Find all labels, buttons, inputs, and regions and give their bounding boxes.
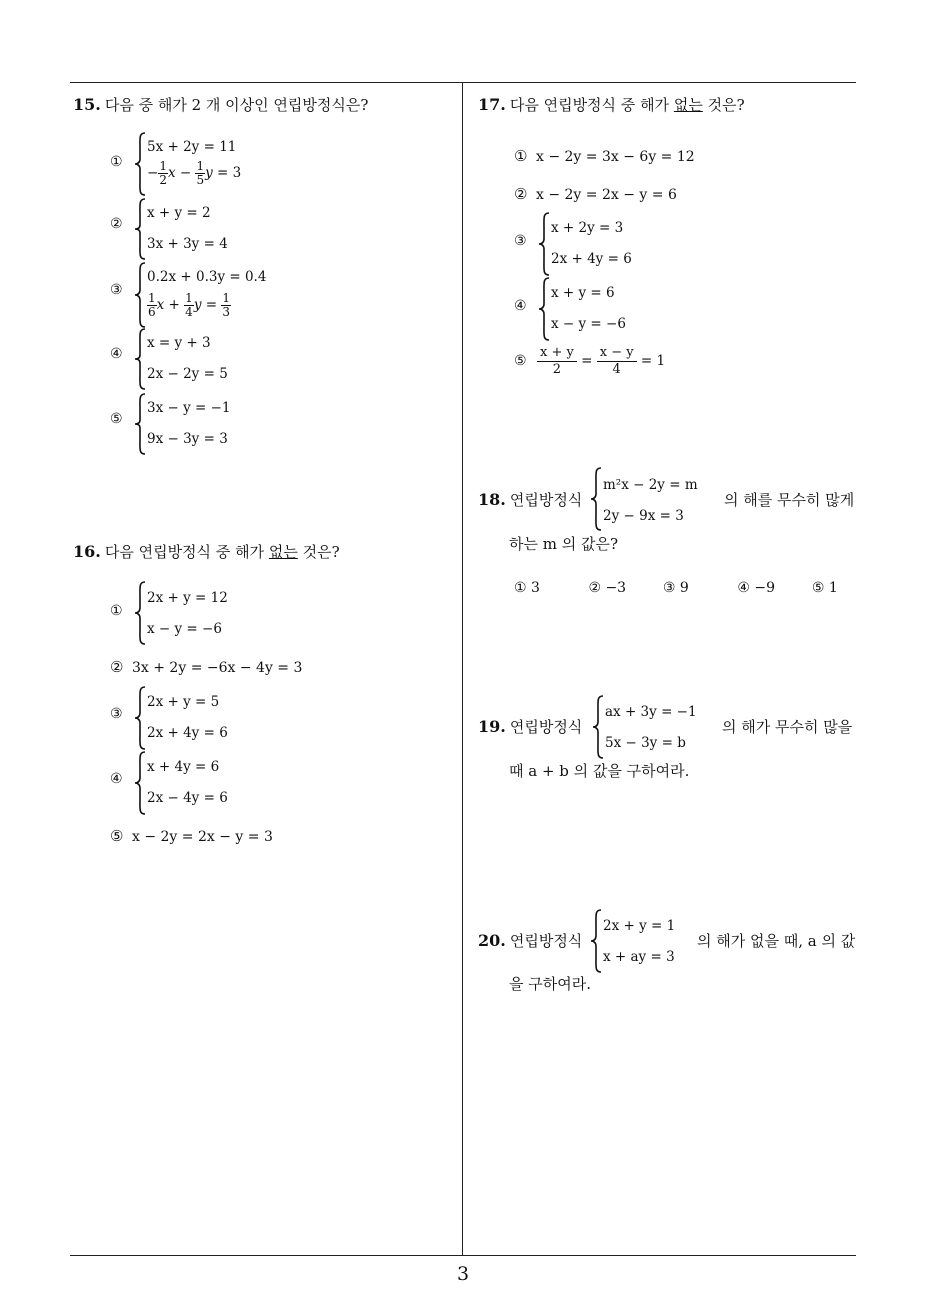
q15-option-1-brace (133, 132, 147, 196)
q15-option-5-eq-1: 3x − y = −1 (147, 400, 231, 416)
q15-option-2-eq-1: x + y = 2 (147, 205, 211, 221)
q20-tail: 의 해가 없을 때, a 의 값 (697, 932, 856, 950)
q15-option-3-brace (133, 262, 147, 328)
q17-option-5-d1: 2 (552, 362, 562, 377)
fraction: $\frac{1}{5}$ (196, 159, 205, 187)
column-divider (462, 83, 463, 1256)
q15-option-4-eq-1: x = y + 3 (147, 335, 211, 351)
q19-line2: 때 a + b 의 값을 구하여라. (509, 762, 690, 780)
q17-option-5-rhs: = 1 (640, 353, 666, 369)
q18-choice-3[interactable]: ③ 9 (662, 580, 689, 596)
q19-brace (591, 695, 605, 759)
q16-prompt-underlined: 없는 (268, 543, 298, 561)
q20-brace (589, 909, 603, 973)
q17-prompt-underlined: 없는 (673, 96, 703, 114)
q15-heading (73, 94, 368, 115)
q18-brace (589, 467, 603, 531)
q17-option-3-eq-1: x + 2y = 3 (551, 220, 624, 236)
q16-option-1-brace (133, 581, 147, 645)
q17-option-3-marker[interactable]: ③ (514, 233, 527, 249)
q20-heading (478, 930, 582, 951)
q16-option-3-eq-1: 2x + y = 5 (147, 694, 220, 710)
q17-option-1-eq: x − 2y = 3x − 6y = 12 (536, 149, 695, 165)
q18-choice-4[interactable]: ④ −9 (737, 580, 775, 596)
q19-number: 19. (478, 717, 506, 736)
q15-option-4-brace (133, 328, 147, 390)
q16-option-3-marker[interactable]: ③ (110, 706, 123, 722)
q16-prompt-b: 것은? (302, 543, 340, 561)
q16-option-1-eq-2: x − y = −6 (147, 621, 222, 637)
q15-option-2-brace (133, 198, 147, 260)
q19-heading (478, 716, 582, 737)
q18-choice-5[interactable]: ⑤ 1 (811, 580, 838, 596)
q17-option-3-brace (537, 212, 551, 276)
q17-option-4-eq-1: x + y = 6 (551, 285, 615, 301)
fraction (597, 345, 637, 378)
top-rule (70, 82, 856, 83)
q15-option-3-eq-1: 0.2x + 0.3y = 0.4 (147, 269, 267, 285)
fraction: $\frac{1}{6}$ (148, 291, 156, 319)
q15-option-5-brace (133, 393, 147, 455)
q17-option-4-marker[interactable]: ④ (514, 298, 527, 314)
q16-prompt-a: 다음 연립방정식 중 해가 (104, 543, 265, 561)
fraction: $\frac{1}{3}$ (222, 291, 230, 319)
q15-option-5-marker[interactable]: ⑤ (110, 411, 123, 427)
q16-option-2-marker: ② (110, 658, 124, 676)
q20-lead: 연립방정식 (509, 932, 583, 950)
q19-tail: 의 해가 무수히 많을 (722, 718, 853, 736)
q15-option-5-eq-2: 9x − 3y = 3 (147, 431, 228, 447)
q15-option-1-eq-1: 5x + 2y = 11 (147, 139, 237, 155)
q18-heading (478, 489, 582, 510)
q16-number: 16. (73, 542, 101, 561)
q17-option-2[interactable] (514, 185, 677, 203)
q17-prompt-b: 것은? (707, 96, 745, 114)
q17-heading (478, 94, 745, 115)
q15-option-4-eq-2: 2x − 2y = 5 (147, 366, 228, 382)
q15-option-2-marker[interactable]: ② (110, 216, 123, 232)
q20-number: 20. (478, 931, 506, 950)
q16-option-5[interactable] (110, 827, 273, 845)
q19-system-eq-2: 5x − 3y = b (605, 735, 686, 751)
q17-option-2-marker: ② (514, 185, 528, 203)
q17-option-4-brace (537, 277, 551, 341)
q17-option-2-eq: x − 2y = 2x − y = 6 (536, 187, 677, 203)
fraction: $\frac{1}{4}$ (185, 291, 193, 319)
q16-option-5-eq: x − 2y = 2x − y = 3 (132, 829, 273, 845)
q16-option-4-eq-2: 2x − 4y = 6 (147, 790, 228, 806)
q16-option-1-marker[interactable]: ① (110, 603, 123, 619)
q17-option-4-eq-2: x − y = −6 (551, 316, 626, 332)
q16-option-4-marker[interactable]: ④ (110, 771, 123, 787)
q19-lead: 연립방정식 (509, 718, 583, 736)
q20-system-eq-1: 2x + y = 1 (603, 918, 676, 934)
q19-system-eq-1: ax + 3y = −1 (605, 704, 697, 720)
q16-option-1-eq-1: 2x + y = 12 (147, 590, 228, 606)
q15-option-1-eq-2: − $\frac{1}{2}$ x − $\frac{1}{5}$ y = 3 (147, 159, 242, 187)
q15-option-2-eq-2: 3x + 3y = 4 (147, 236, 228, 252)
q18-choice-2[interactable]: ② −3 (588, 580, 627, 596)
q15-option-3-eq-2: $\frac{1}{6}$ x + $\frac{1}{4}$ y = $\frac{1}{3}$ (148, 291, 230, 319)
q18-choice-1[interactable]: ① 3 (514, 580, 540, 596)
fraction: $\frac{1}{2}$ (159, 159, 167, 187)
q16-option-3-eq-2: 2x + 4y = 6 (147, 725, 228, 741)
page-number: 3 (456, 1263, 470, 1285)
q16-option-4-brace (133, 751, 147, 815)
q18-line2: 하는 m 의 값은? (509, 535, 619, 553)
q16-option-2-eq: 3x + 2y = −6x − 4y = 3 (132, 660, 303, 676)
q20-system-eq-2: x + ay = 3 (603, 949, 675, 965)
q17-prompt-a: 다음 연립방정식 중 해가 (509, 96, 670, 114)
q16-option-4-eq-1: x + 4y = 6 (147, 759, 220, 775)
q15-option-3-marker[interactable]: ③ (110, 282, 123, 298)
q18-choices (514, 580, 852, 596)
q15-option-1-marker[interactable]: ① (110, 154, 123, 170)
q17-option-5-n1: x + y (537, 345, 577, 362)
fraction (537, 345, 577, 378)
q15-number: 15. (73, 95, 101, 114)
q18-system-eq-1: m²x − 2y = m (603, 477, 698, 493)
q16-option-2[interactable] (110, 658, 302, 676)
q16-option-5-marker: ⑤ (110, 827, 124, 845)
q18-lead: 연립방정식 (509, 491, 583, 509)
bottom-rule (70, 1255, 856, 1256)
q18-tail: 의 해를 무수히 많게 (724, 491, 855, 509)
q17-option-5-eq: $\frac{x + y}{2}$ = $\frac{x - y}{4}$ = 1 (537, 345, 665, 378)
q17-number: 17. (478, 95, 506, 114)
q20-line2: 을 구하여라. (509, 975, 591, 993)
q17-option-5-marker[interactable]: ⑤ (514, 353, 527, 369)
q17-option-5-d2: 4 (612, 362, 621, 377)
q18-system-eq-2: 2y − 9x = 3 (603, 508, 684, 524)
q18-number: 18. (478, 490, 506, 509)
q15-option-4-marker[interactable]: ④ (110, 346, 123, 362)
q17-option-5-n2: x − y (597, 345, 637, 362)
q15-prompt: 다음 중 해가 2 개 이상인 연립방정식은? (104, 96, 369, 114)
q16-heading (73, 541, 340, 562)
q16-option-3-brace (133, 686, 147, 750)
q17-option-1-marker: ① (514, 147, 528, 165)
q17-option-1[interactable] (514, 147, 695, 165)
q17-option-3-eq-2: 2x + 4y = 6 (551, 251, 632, 267)
